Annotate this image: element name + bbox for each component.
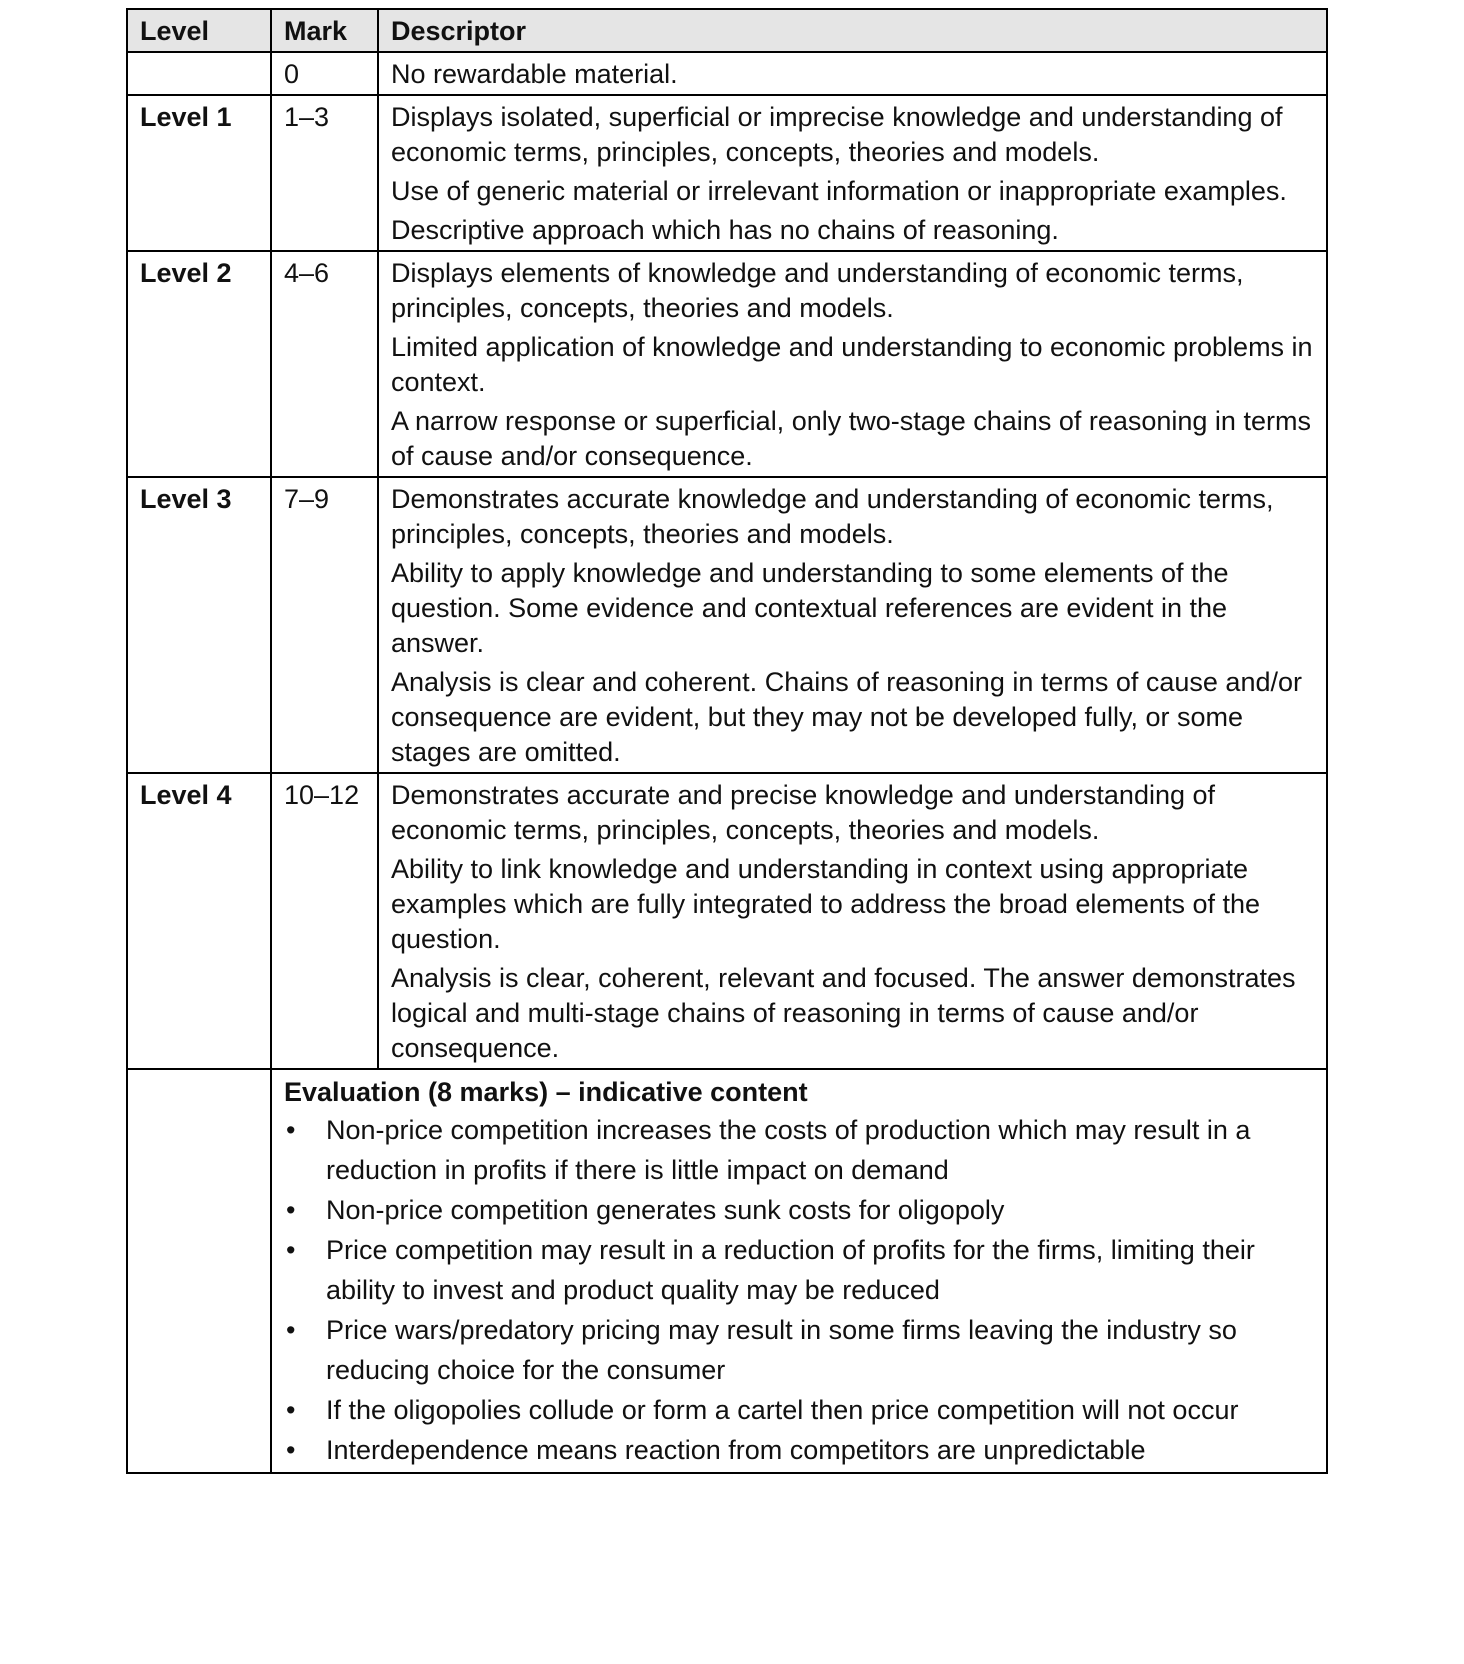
list-item-text: Price competition may result in a reduction of profits for the firms, limiting their ability to invest and product quality may be reduced (326, 1235, 1255, 1305)
mark-cell: 10–12 (271, 773, 378, 1069)
bullet-icon: • (286, 1115, 296, 1145)
table-row-level-4 (127, 773, 1327, 1069)
descriptor-text: Analysis is clear and coherent. Chains of reasoning in terms of cause and/or consequence are evident, but they may not be developed fully, or some stages are omitted. (391, 667, 1302, 767)
list-item (284, 1230, 1314, 1310)
list-item-text: Non-price competition generates sunk costs for oligopoly (326, 1195, 1005, 1225)
mark-cell: 7–9 (271, 477, 378, 773)
bullet-icon: • (286, 1195, 296, 1225)
list-item (284, 1190, 1314, 1230)
header-row (127, 9, 1327, 52)
list-item (284, 1390, 1314, 1430)
level-cell: Level 2 (127, 251, 271, 477)
header-mark: Mark (271, 9, 378, 52)
descriptor-text: Descriptive approach which has no chains of reasoning. (391, 215, 1059, 245)
descriptor-text: Ability to apply knowledge and understanding to some elements of the question. Some evidence and contextual references are evident in the answer. (391, 558, 1229, 658)
bullet-icon: • (286, 1395, 296, 1425)
evaluation-list (284, 1110, 1314, 1470)
descriptor-cell (378, 251, 1327, 477)
descriptor-text: No rewardable material. (391, 59, 678, 89)
mark-cell: 4–6 (271, 251, 378, 477)
descriptor-cell (378, 477, 1327, 773)
mark-scheme-table (126, 8, 1328, 1474)
descriptor-cell (378, 52, 1327, 95)
evaluation-level-cell (127, 1069, 271, 1473)
descriptor-text: Analysis is clear, coherent, relevant and focused. The answer demonstrates logical and multi-stage chains of reasoning in terms of cause and/or consequence. (391, 963, 1296, 1063)
evaluation-title: Evaluation (8 marks) – indicative content (284, 1077, 808, 1107)
evaluation-content-cell (271, 1069, 1327, 1473)
bullet-icon: • (286, 1315, 296, 1345)
list-item (284, 1110, 1314, 1190)
bullet-icon: • (286, 1235, 296, 1265)
mark-cell: 0 (271, 52, 378, 95)
level-cell: Level 1 (127, 95, 271, 251)
list-item-text: If the oligopolies collude or form a cartel then price competition will not occur (326, 1395, 1239, 1425)
list-item-text: Interdependence means reaction from competitors are unpredictable (326, 1435, 1146, 1465)
descriptor-text: A narrow response or superficial, only two-stage chains of reasoning in terms of cause and/or consequence. (391, 406, 1311, 471)
bullet-icon: • (286, 1435, 296, 1465)
table-row-level-2 (127, 251, 1327, 477)
level-cell: Level 4 (127, 773, 271, 1069)
table-row-level-1 (127, 95, 1327, 251)
descriptor-text: Displays isolated, superficial or imprecise knowledge and understanding of economic terms, principles, concepts, theories and models. (391, 102, 1283, 167)
table-row-level-0 (127, 52, 1327, 95)
descriptor-cell (378, 95, 1327, 251)
descriptor-text: Demonstrates accurate and precise knowledge and understanding of economic terms, principles, concepts, theories and models. (391, 780, 1216, 845)
list-item (284, 1430, 1314, 1470)
level-cell: Level 3 (127, 477, 271, 773)
level-cell (127, 52, 271, 95)
list-item-text: Non-price competition increases the costs of production which may result in a reduction in profits if there is little impact on demand (326, 1115, 1251, 1185)
descriptor-text: Ability to link knowledge and understanding in context using appropriate examples which are fully integrated to address the broad elements of the question. (391, 854, 1260, 954)
descriptor-cell (378, 773, 1327, 1069)
mark-cell: 1–3 (271, 95, 378, 251)
evaluation-row (127, 1069, 1327, 1473)
header-descriptor: Descriptor (378, 9, 1327, 52)
header-level: Level (127, 9, 271, 52)
descriptor-text: Displays elements of knowledge and understanding of economic terms, principles, concepts, theories and models. (391, 258, 1244, 323)
descriptor-text: Demonstrates accurate knowledge and understanding of economic terms, principles, concepts, theories and models. (391, 484, 1274, 549)
descriptor-text: Use of generic material or irrelevant information or inappropriate examples. (391, 176, 1287, 206)
list-item-text: Price wars/predatory pricing may result in some firms leaving the industry so reducing choice for the consumer (326, 1315, 1237, 1385)
descriptor-text: Limited application of knowledge and understanding to economic problems in context. (391, 332, 1313, 397)
table-row-level-3 (127, 477, 1327, 773)
list-item (284, 1310, 1314, 1390)
